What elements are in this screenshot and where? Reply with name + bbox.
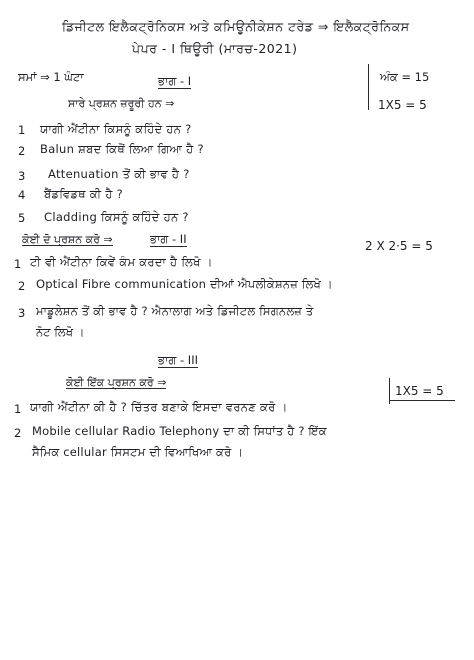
question-number: 2 xyxy=(18,279,26,293)
question-number: 1 xyxy=(14,257,22,271)
question-number: 1 xyxy=(14,402,22,416)
question-text: Optical Fibre communication ਦੀਆਂ ਐਪਲੀਕੇਸ਼ਨਜ਼ ਲਿਖੋ । xyxy=(36,277,333,291)
section-1-marks: 1X5 = 5 xyxy=(378,98,427,112)
question-text: ਟੀ ਵੀ ਐਂਟੀਨਾ ਕਿਵੇਂ ਕੰਮ ਕਰਦਾ ਹੈ ਲਿਖੋ । xyxy=(30,255,213,269)
section-3-instruction: ਕੋਈ ਇੱਕ ਪ੍ਰਸ਼ਨ ਕਰੋ ⇒ xyxy=(66,376,167,389)
question-text: Balun ਸ਼ਬਦ ਕਿਥੋਂ ਲਿਆ ਗਿਆ ਹੈ ? xyxy=(40,142,204,156)
question-text: ਬੈਂਡਵਿਡਥ ਕੀ ਹੈ ? xyxy=(44,187,124,201)
section-3-marks: 1X5 = 5 xyxy=(395,384,444,398)
question-number: 4 xyxy=(18,188,26,202)
section-2-marks: 2 X 2·5 = 5 xyxy=(365,239,433,253)
question-continuation: ਨੋਟ ਲਿਖੋ । xyxy=(36,325,85,339)
page-subtitle: ਪੇਪਰ - I ਥਿਊਰੀ (ਮਾਰਚ-2021) xyxy=(132,41,298,56)
page-title: ਡਿਜੀਟਲ ਇਲੈਕਟ੍ਰੋਨਿਕਸ ਅਤੇ ਕਮਿਊਨੀਕੇਸ਼ਨ ਟਰੇਡ ⇒ ਇਲੈਕਟ੍ਰੋਨਿਕਸ xyxy=(62,19,410,34)
section-2-instruction: ਕੋਈ ਦੋ ਪ੍ਰਸ਼ਨ ਕਰੋ ⇒ xyxy=(22,233,113,246)
question-text: Attenuation ਤੋਂ ਕੀ ਭਾਵ ਹੈ ? xyxy=(48,167,190,181)
question-text: Cladding ਕਿਸਨੂੰ ਕਹਿੰਦੇ ਹਨ ? xyxy=(44,210,189,224)
question-number: 5 xyxy=(18,211,26,225)
section-3-title: ਭਾਗ - III xyxy=(158,353,198,367)
question-text: ਯਾਗੀ ਐਂਟੀਨਾ ਕਿਸਨੂੰ ਕਹਿੰਦੇ ਹਨ ? xyxy=(40,122,192,136)
question-text: Mobile cellular Radio Telephony ਦਾ ਕੀ ਸਿਧਾਂਤ ਹੈ ? ਇੱਕ xyxy=(32,424,327,438)
section-2-title: ਭਾਗ - II xyxy=(150,232,187,246)
question-number: 3 xyxy=(18,169,26,183)
max-marks: ਅੰਕ = 15 xyxy=(380,70,430,84)
question-text: ਮਾਡੂਲੇਸ਼ਨ ਤੋਂ ਕੀ ਭਾਵ ਹੈ ? ਐਨਾਲਾਗ ਅਤੇ ਡਿਜੀਟਲ ਸਿਗਨਲਜ਼ ਤੇ xyxy=(36,304,314,318)
section-1-title: ਭਾਗ - I xyxy=(158,74,192,88)
section-3-marks-underline xyxy=(389,400,455,401)
question-number: 3 xyxy=(18,306,26,320)
question-number: 2 xyxy=(14,426,22,440)
question-number: 2 xyxy=(18,144,26,158)
question-continuation: ਸੈਮਿਕ cellular ਸਿਸਟਮ ਦੀ ਵਿਆਖਿਆ ਕਰੋ । xyxy=(32,445,244,459)
exam-time: ਸਮਾਂ ⇒ 1 ਘੰਟਾ xyxy=(18,70,84,84)
section-1-instruction: ਸਾਰੇ ਪ੍ਰਸ਼ਨ ਜ਼ਰੂਰੀ ਹਨ ⇒ xyxy=(68,97,175,110)
question-text: ਯਾਗੀ ਐਂਟੀਨਾ ਕੀ ਹੈ ? ਚਿੱਤਰ ਬਣਾਕੇ ਇਸਦਾ ਵਰਨਣ ਕਰੋ । xyxy=(30,400,288,414)
question-number: 1 xyxy=(18,123,26,137)
